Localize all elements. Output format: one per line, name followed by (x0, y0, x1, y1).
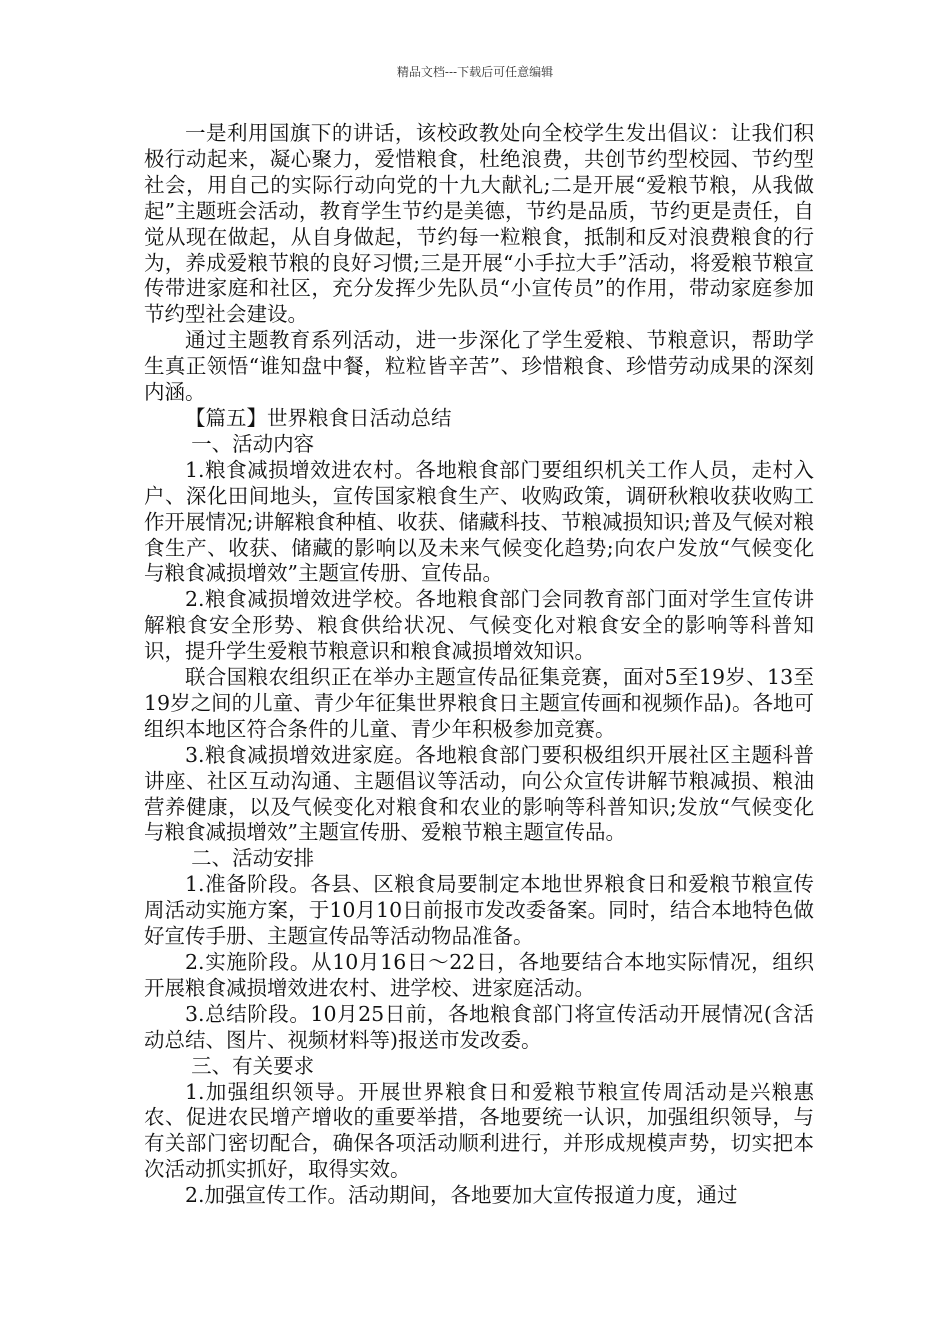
heading-activity-content: 一、活动内容 (191, 431, 315, 456)
paragraph-leadership: 1.加强组织领导。开展世界粮食日和爱粮节粮宣传周活动是兴粮惠农、促进农民增产增收的重要举措，各地要统一认识，加强组织领导，与有关部门密切配合，确保各项活动顺利进行，并形成规模声势，切实把本次活动抓实抓好，取得实效。 (144, 1079, 814, 1182)
paragraph-schools: 2.粮食减损增效进学校。各地粮食部门会同教育部门面对学生宣传讲解粮食安全形势、粮食供给状况、气候变化对粮食安全的影响等科普知识，提升学生爱粮节粮意识和粮食减损增效知识。 (144, 587, 814, 664)
paragraph-implementation: 2.实施阶段。从10月16日～22日，各地要结合本地实际情况，组织开展粮食减损增效进农村、进学校、进家庭活动。 (144, 950, 814, 1000)
document-body (144, 121, 814, 1209)
heading-activity-schedule: 二、活动安排 (191, 846, 315, 871)
page-header: 精品文档---下载后可任意编辑 (396, 65, 554, 79)
paragraph-summary: 3.总结阶段。10月25日前，各地粮食部门将宣传活动开展情况(含活动总结、图片、视频材料等)报送市发改委。 (144, 1001, 814, 1052)
heading-requirements: 三、有关要求 (191, 1053, 315, 1078)
paragraph-education-outcome: 通过主题教育系列活动，进一步深化了学生爱粮、节粮意识，帮助学生真正领悟“谁知盘中餐，粒粒皆辛苦”、珍惜粮食、珍惜劳动成果的深刻内涵。 (144, 328, 814, 405)
paragraph-publicity: 2.加强宣传工作。活动期间，各地要加大宣传报道力度，通过 (185, 1183, 738, 1208)
paragraph-fao-contest: 联合国粮农组织正在举办主题宣传品征集竞赛，面对5至19岁、13至19岁之间的儿童、青少年征集世界粮食日主题宣传画和视频作品)。各地可组织本地区符合条件的儿童、青少年积极参加竞赛。 (144, 665, 814, 741)
paragraph-families: 3.粮食减损增效进家庭。各地粮食部门要积极组织开展社区主题科普讲座、社区互动沟通、主题倡议等活动，向公众宣传讲解节粮减损、粮油营养健康，以及气候变化对粮食和农业的影响等科普知识;发放“气候变化与粮食减损增效”主题宣传册、爱粮节粮主题宣传品。 (144, 742, 814, 845)
paragraph-rural: 1.粮食减损增效进农村。各地粮食部门要组织机关工作人员，走村入户、深化田间地头，宣传国家粮食生产、收购政策，调研秋粮收获收购工作开展情况;讲解粮食种植、收获、储藏科技、节粮减损知识;普及气候对粮食生产、收获、储藏的影响以及未来气候变化趋势;向农户发放“气候变化与粮食减损增效”主题宣传册、宣传品。 (144, 457, 814, 586)
section-title-part-five: 【篇五】世界粮食日活动总结 (185, 405, 452, 430)
paragraph-initiatives: 一是利用国旗下的讲话，该校政教处向全校学生发出倡议：让我们积极行动起来，凝心聚力，爱惜粮食，杜绝浪费，共创节约型校园、节约型社会，用自己的实际行动向党的十九大献礼;二是开展“爱粮节粮，从我做起”主题班会活动，教育学生节约是美德，节约是品质，节约更是责任，自觉从现在做起，从自身做起，节约每一粒粮食，抵制和反对浪费粮食的行为，养成爱粮节粮的良好习惯;三是开展“小手拉大手”活动，将爱粮节粮宣传带进家庭和社区，充分发挥少先队员“小宣传员”的作用，带动家庭参加节约型社会建设。 (144, 121, 814, 327)
paragraph-preparation: 1.准备阶段。各县、区粮食局要制定本地世界粮食日和爱粮节粮宣传周活动实施方案，于10月10日前报市发改委备案。同时，结合本地特色做好宣传手册、主题宣传品等活动物品准备。 (144, 872, 814, 949)
